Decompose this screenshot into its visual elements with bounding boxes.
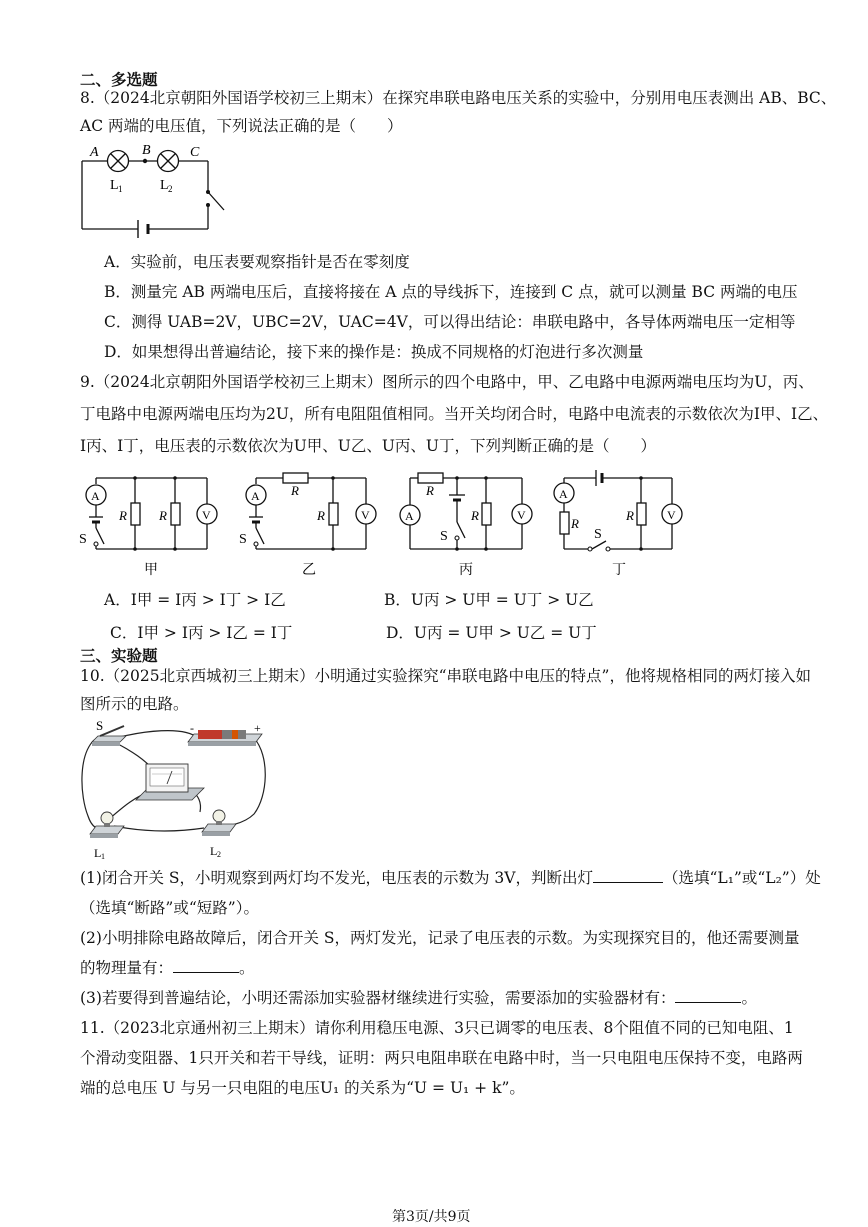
q9-option-b: B．U丙 > U甲 = U丁 > U乙 <box>384 591 594 609</box>
svg-text:V: V <box>667 508 676 522</box>
q8-option-b: B．测量完 AB 两端电压后，直接将接在 A 点的导线拆下，连接到 C 点，就可以测量 BC 两端的电压 <box>104 283 798 301</box>
resistor-icon <box>283 473 308 483</box>
q10-sub3: (3)若要得到普遍结论，小明还需添加实验器材继续进行实验，需要添加的实验器材有： 。 <box>80 989 757 1007</box>
q10-sub1-line2: （选填“断路”或“短路”）。 <box>80 899 259 917</box>
q10-stem-line2: 图所示的电路。 <box>80 695 189 713</box>
q11-stem-line1: 11.（2023北京通州初三上期末）请你利用稳压电源、3只已调零的电压表、8个阻值不同的已知电阻、1 <box>80 1019 794 1037</box>
svg-text:A: A <box>405 509 414 523</box>
svg-text:1: 1 <box>101 852 105 861</box>
svg-text:A: A <box>91 489 100 503</box>
voltmeter-device-icon <box>136 764 204 800</box>
svg-text:A: A <box>559 487 568 501</box>
q11-stem-line2: 个滑动变阻器、1只开关和若干导线，证明：两只电阻串联在电路中时，当一只电阻电压保持不变，电路两 <box>80 1049 803 1067</box>
svg-text:V: V <box>517 508 526 522</box>
caption-jia: 甲 <box>144 563 158 578</box>
svg-text:R: R <box>317 508 325 523</box>
q9-stem-line1: 9.（2024北京朝阳外国语学校初三上期末）图所示的四个电路中，甲、乙电路中电源两端电压均为U，丙、 <box>80 373 814 391</box>
q9-circuit-jia <box>74 470 224 582</box>
caption-ding: 丁 <box>612 563 626 578</box>
svg-text:R: R <box>571 516 579 531</box>
q8-circuit-figure <box>72 140 242 245</box>
resistor-icon <box>482 503 491 525</box>
q9-option-a: A．I甲 = I丙 > I丁 > I乙 <box>104 591 286 609</box>
l1-label: L <box>94 846 102 860</box>
svg-text:-: - <box>190 721 194 735</box>
caption-yi: 乙 <box>302 563 316 578</box>
svg-text:S: S <box>440 529 448 544</box>
point-c-label: C <box>190 145 200 160</box>
q9-stem-line3: I丙、I丁，电压表的示数依次为U甲、U乙、U丙、U丁，下列判断正确的是（ ） <box>80 437 657 455</box>
lamp-l2-icon <box>202 810 236 836</box>
battery-icon <box>188 730 262 746</box>
q8-stem-line1: 8.（2024北京朝阳外国语学校初三上期末）在探究串联电路电压关系的实验中，分别用电压表测出 AB、BC、 <box>80 89 837 107</box>
q10-apparatus-figure <box>74 716 274 862</box>
q9-stem-line2: 丁电路中电源两端电压均为2U，所有电阻阻值相同。当开关均闭合时，电路中电流表的示数依次为I甲、I乙、 <box>80 405 829 423</box>
q9-circuit-bing <box>398 470 548 582</box>
q9-option-d: D．U丙 = U甲 > U乙 = U丁 <box>386 624 597 642</box>
svg-text:R: R <box>471 508 479 523</box>
answer-blank[interactable] <box>675 988 741 1003</box>
q8-stem-line2: AC 两端的电压值，下列说法正确的是（ ） <box>80 117 403 135</box>
resistor-icon <box>418 473 443 483</box>
resistor-icon <box>329 503 338 525</box>
svg-text:+: + <box>254 721 261 735</box>
svg-text:V: V <box>202 508 211 522</box>
resistor-icon <box>560 512 569 534</box>
resistor-icon <box>637 503 646 525</box>
section-title-exp: 三、实验题 <box>80 647 158 665</box>
svg-text:R: R <box>159 508 167 523</box>
l1-label: L <box>110 178 119 193</box>
q8-option-a: A．实验前，电压表要观察指针是否在零刻度 <box>104 253 410 271</box>
q10-sub2-line1: (2)小明排除电路故障后，闭合开关 S，两灯发光，记录了电压表的示数。为实现探究目的，他还需要测量 <box>80 929 800 947</box>
lamp-l1-icon <box>90 812 124 838</box>
caption-bing: 丙 <box>459 563 473 578</box>
switch-label: S <box>96 718 104 733</box>
point-a-label: A <box>90 145 99 160</box>
page-footer: 第3页/共9页 <box>392 1209 471 1225</box>
svg-text:2: 2 <box>168 184 173 194</box>
l2-label: L <box>160 178 169 193</box>
svg-text:S: S <box>79 532 87 547</box>
q10-stem-line1: 10.（2025北京西城初三上期末）小明通过实验探究“串联电路中电压的特点”，他将规格相同的两灯接入如 <box>80 667 811 685</box>
svg-text:R: R <box>426 483 434 498</box>
q10-sub1-line1: (1)闭合开关 S，小明观察到两灯均不发光，电压表的示数为 3V，判断出灯 （选填“L₁”或“L₂”）处 <box>80 869 821 887</box>
q9-circuit-ding <box>552 462 692 582</box>
q8-option-c: C．测得 UAB=2V，UBC=2V，UAC=4V，可以得出结论：串联电路中，各导体两端电压一定相等 <box>104 313 796 331</box>
answer-blank[interactable] <box>593 868 663 883</box>
q8-option-d: D．如果想得出普遍结论，接下来的操作是：换成不同规格的灯泡进行多次测量 <box>104 343 644 361</box>
answer-blank[interactable] <box>173 958 239 973</box>
q9-circuit-yi <box>236 470 386 582</box>
svg-text:A: A <box>251 489 260 503</box>
svg-text:R: R <box>291 483 299 498</box>
l2-label: L <box>210 844 218 858</box>
svg-text:R: R <box>626 508 634 523</box>
section-title-multi: 二、多选题 <box>80 71 158 89</box>
point-b-label: B <box>142 143 151 158</box>
resistor-icon <box>131 503 140 525</box>
svg-text:2: 2 <box>217 850 221 859</box>
resistor-icon <box>171 503 180 525</box>
svg-text:S: S <box>594 527 602 542</box>
q9-option-c: C．I甲 > I丙 > I乙 = I丁 <box>110 624 293 642</box>
svg-text:1: 1 <box>118 184 123 194</box>
svg-text:S: S <box>239 532 247 547</box>
svg-text:V: V <box>361 508 370 522</box>
q11-stem-line3: 端的总电压 U 与另一只电阻的电压U₁ 的关系为“U = U₁ + k”。 <box>80 1079 525 1097</box>
q10-sub2-line2: 的物理量有： 。 <box>80 959 255 977</box>
svg-text:R: R <box>119 508 127 523</box>
